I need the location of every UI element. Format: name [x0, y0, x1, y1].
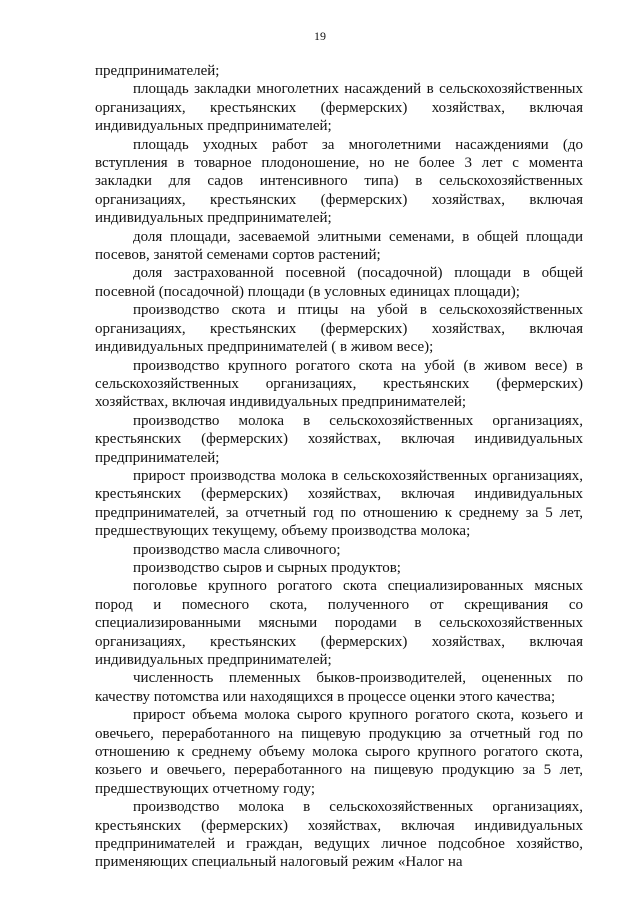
paragraph: производство сыров и сырных продуктов;	[133, 559, 401, 576]
paragraph: производство молока в сельскохозяйственных организациях, крестьянских (фермерских) хозяйствах, включая индивидуальных предпринимателей и граждан, ведущих личное подсобное хозяйство, применяющих специальный налоговый режим «Налог на	[95, 799, 583, 871]
paragraph: поголовье крупного рогатого скота специализированных мясных пород и помесного скота, полученного от скрещивания со специализированными мясными породами в сельскохозяйственных организациях, крестьянских (фермерских) хозяйствах, включая индивидуальных предпринимателей;	[95, 578, 583, 668]
paragraph: численность племенных быков-производителей, оцененных по качеству потомства или находящихся в процессе оценки этого качества;	[95, 670, 583, 705]
paragraph: доля площади, засеваемой элитными семенами, в общей площади посевов, занятой семенами сортов растений;	[95, 228, 583, 264]
paragraph: предпринимателей;	[95, 63, 220, 79]
paragraph: площадь уходных работ за многолетними насаждениями (до вступления в товарное плодоношение, но не более 3 лет с момента закладки для садов интенсивного типа) в сельскохозяйственных организациях, крестьянских (фермерских) хозяйствах, включая индивидуальных предпринимателей;	[95, 136, 583, 227]
paragraph: площадь закладки многолетних насаждений в сельскохозяйственных организациях, крестьянских (фермерских) хозяйствах, включая индивидуальных предпринимателей;	[95, 81, 583, 135]
page-number: 19	[314, 29, 326, 43]
paragraph: производство скота и птицы на убой в сельскохозяйственных организациях, крестьянских (фермерских) хозяйствах, включая индивидуальных предпринимателей ( в живом весе);	[95, 302, 583, 356]
paragraph: производство крупного рогатого скота на убой (в живом весе) в сельскохозяйственных организациях, крестьянских (фермерских) хозяйствах, включая индивидуальных предпринимателей;	[95, 357, 583, 411]
paragraph: прирост производства молока в сельскохозяйственных организациях, крестьянских (фермерских) хозяйствах, включая индивидуальных предпринимателей, за отчетный год по отношению к среднему за 5 лет, предшествующих текущему, объему производства молока;	[95, 467, 583, 540]
document-body	[95, 62, 583, 872]
paragraph: производство масла сливочного;	[133, 541, 341, 558]
paragraph: доля застрахованной посевной (посадочной) площади в общей посевной (посадочной) площади (в условных единицах площади);	[95, 265, 583, 300]
paragraph: прирост объема молока сырого крупного рогатого скота, козьего и овечьего, переработанного на пищевую продукцию за отчетный год по отношению к среднему объему молока сырого крупного рогатого скота, козьего и овечьего, переработанного на пищевую продукцию за 5 лет, предшествующих отчетному году;	[95, 707, 583, 797]
paragraph: производство молока в сельскохозяйственных организациях, крестьянских (фермерских) хозяйствах, включая индивидуальных предпринимателей;	[95, 412, 583, 466]
